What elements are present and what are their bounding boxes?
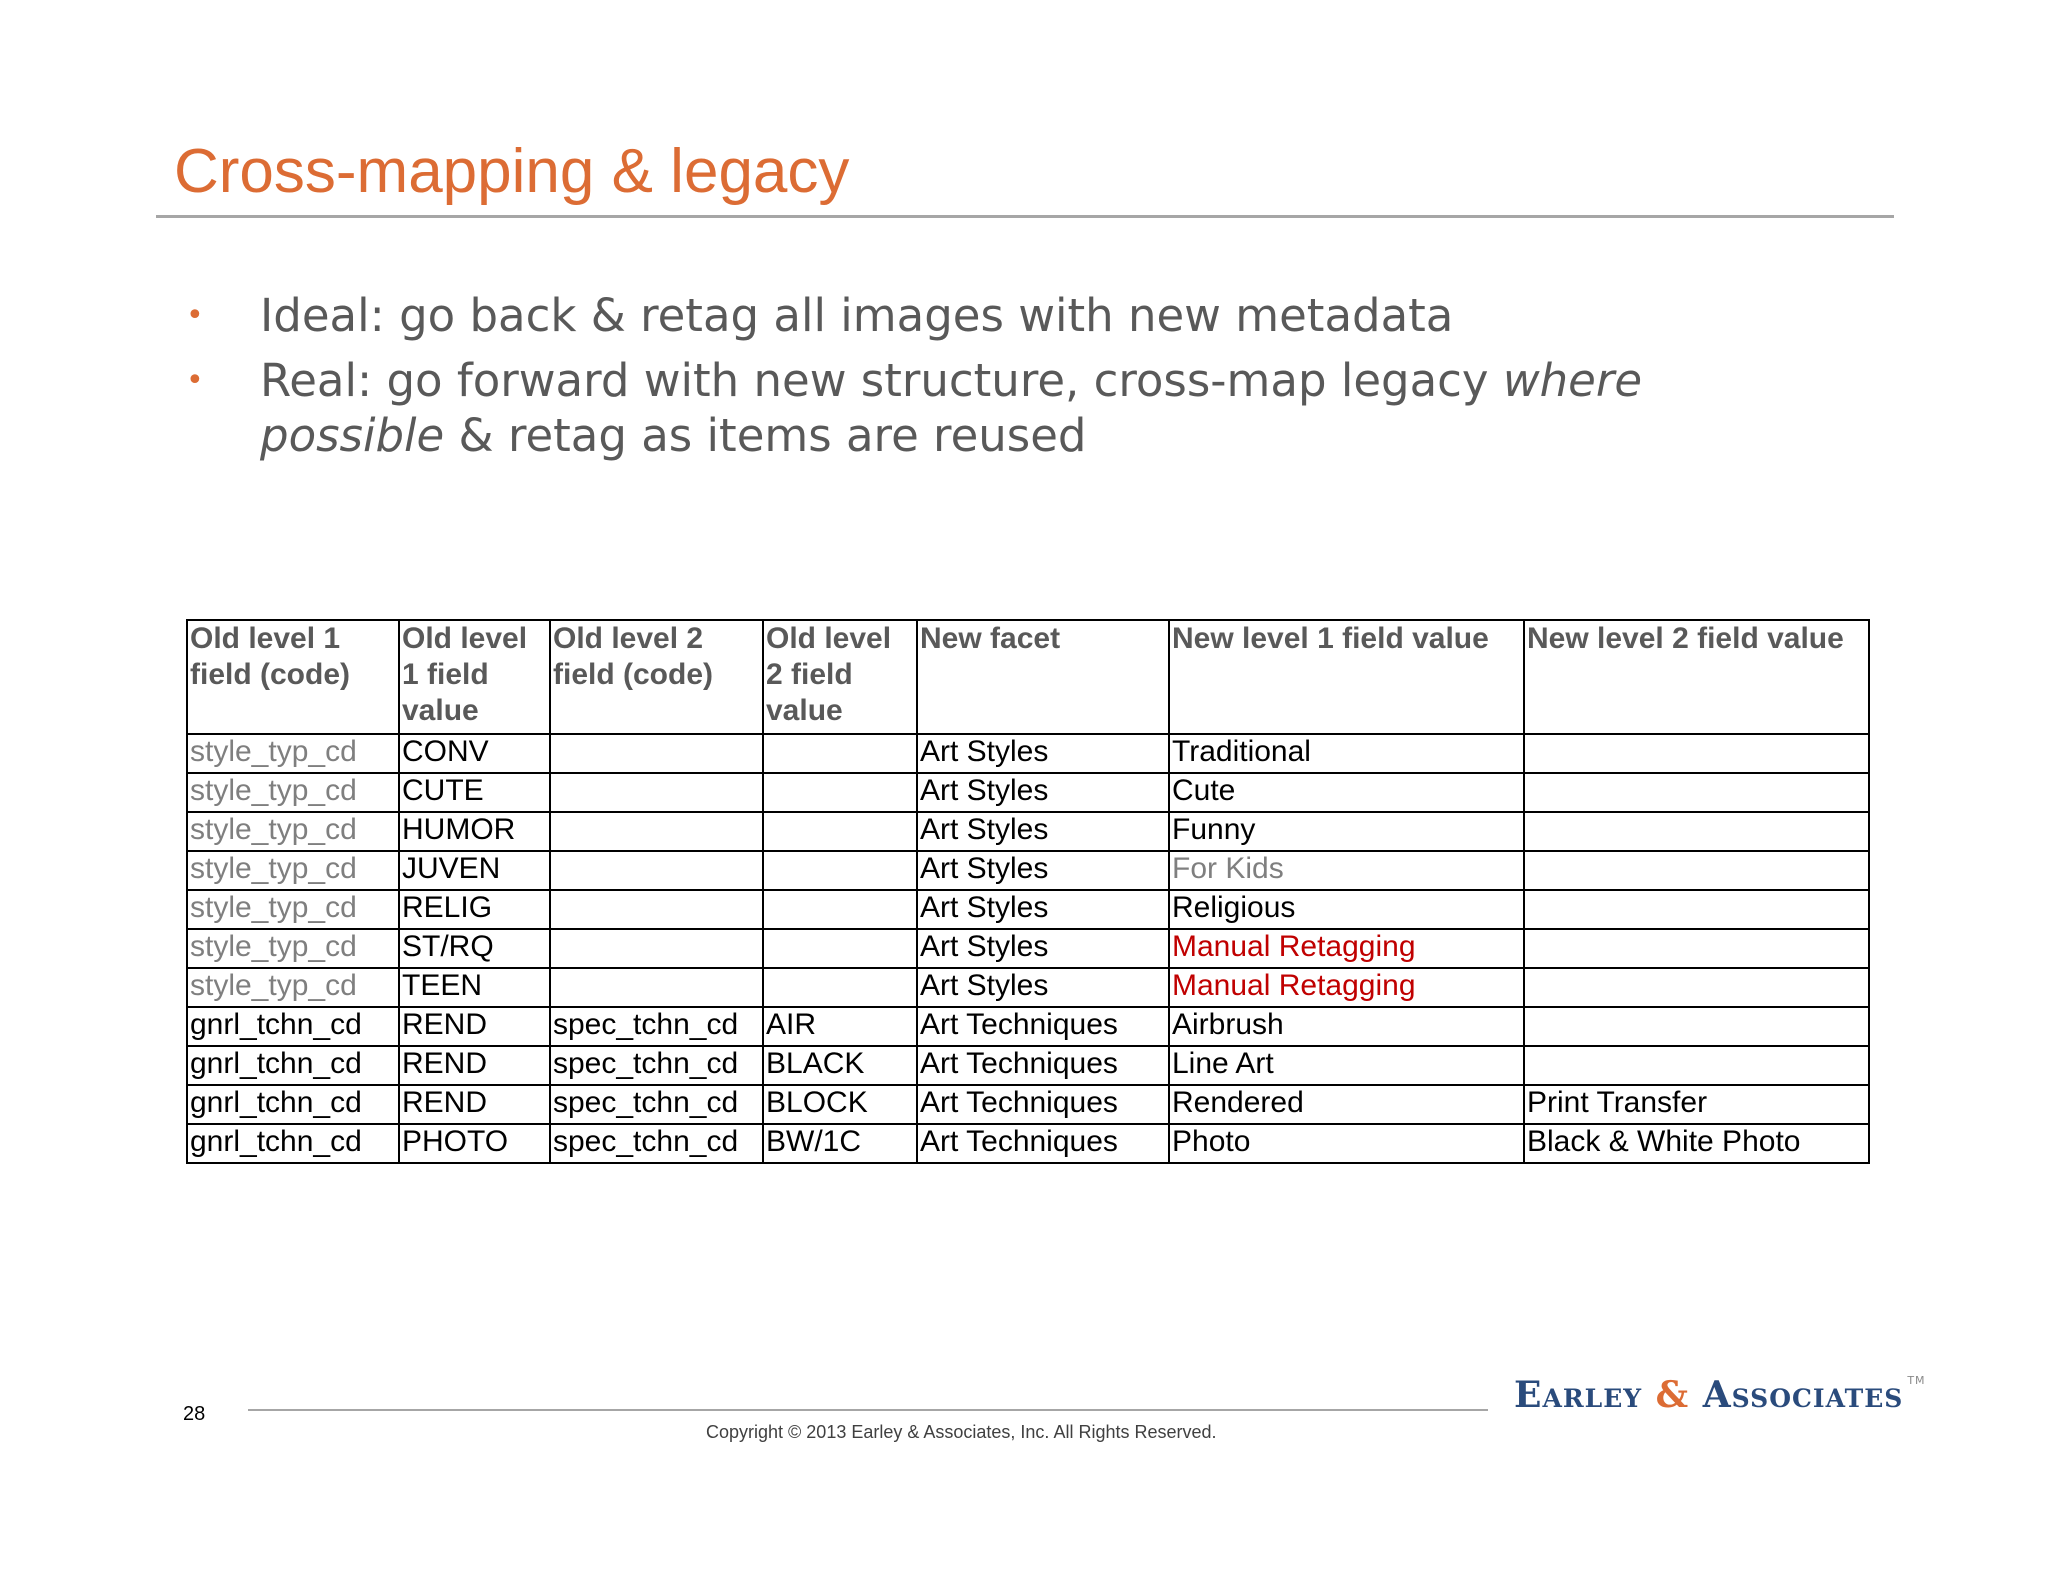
table-row: [187, 929, 1869, 968]
table-cell: Airbrush: [1169, 1007, 1524, 1046]
table-cell: gnrl_tchn_cd: [187, 1124, 399, 1163]
table-cell: gnrl_tchn_cd: [187, 1007, 399, 1046]
bullet-dot-icon: •: [186, 363, 204, 398]
table-header-row: [187, 620, 1869, 734]
table-cell: [550, 812, 763, 851]
table-cell: style_typ_cd: [187, 773, 399, 812]
table-cell: For Kids: [1169, 851, 1524, 890]
table-row: [187, 890, 1869, 929]
table-cell: Funny: [1169, 812, 1524, 851]
bullet-ideal-text: Ideal: go back & retag all images with new metadata: [260, 289, 1454, 342]
logo-word-earley: Earley: [1514, 1374, 1643, 1416]
table-row: [187, 1085, 1869, 1124]
table-cell: [1524, 890, 1869, 929]
table-cell: HUMOR: [399, 812, 550, 851]
table-cell: style_typ_cd: [187, 812, 399, 851]
table-cell: [763, 890, 917, 929]
table-cell: Art Styles: [917, 890, 1169, 929]
table-cell: Rendered: [1169, 1085, 1524, 1124]
table-cell: Art Techniques: [917, 1007, 1169, 1046]
header-old-level-2-value: Old level 2 field value: [763, 620, 917, 734]
table-row: [187, 1007, 1869, 1046]
table-cell: [1524, 1046, 1869, 1085]
table-cell: spec_tchn_cd: [550, 1124, 763, 1163]
page-number: 28: [183, 1403, 206, 1425]
table-cell: [763, 968, 917, 1007]
logo-ampersand: &: [1655, 1374, 1690, 1416]
header-old-level-2-code: Old level 2 field (code): [550, 620, 763, 734]
table-cell: gnrl_tchn_cd: [187, 1085, 399, 1124]
table-row: [187, 773, 1869, 812]
bullet-list: [186, 288, 1826, 473]
table-cell: Manual Retagging: [1169, 968, 1524, 1007]
table-cell: [763, 851, 917, 890]
table-cell: RELIG: [399, 890, 550, 929]
table-row: [187, 1046, 1869, 1085]
company-logo: [1514, 1374, 1926, 1416]
table-cell: Art Styles: [917, 851, 1169, 890]
table-cell: [763, 812, 917, 851]
table-cell: spec_tchn_cd: [550, 1085, 763, 1124]
table-cell: Art Styles: [917, 812, 1169, 851]
table-cell: [550, 890, 763, 929]
table-cell: style_typ_cd: [187, 929, 399, 968]
table-cell: [763, 734, 917, 773]
table-cell: Black & White Photo: [1524, 1124, 1869, 1163]
header-new-level-2-value: New level 2 field value: [1524, 620, 1869, 734]
slide-title: Cross-mapping & legacy: [174, 137, 850, 206]
table-cell: REND: [399, 1085, 550, 1124]
bullet-real-text-italic: where possible: [260, 354, 1643, 462]
header-old-level-1-value: Old level 1 field value: [399, 620, 550, 734]
bullet-ideal: [186, 288, 1826, 343]
table-cell: gnrl_tchn_cd: [187, 1046, 399, 1085]
table-cell: Line Art: [1169, 1046, 1524, 1085]
table-cell: Art Styles: [917, 773, 1169, 812]
table-cell: REND: [399, 1046, 550, 1085]
table-cell: Cute: [1169, 773, 1524, 812]
table-cell: [763, 773, 917, 812]
table-cell: Art Techniques: [917, 1085, 1169, 1124]
table-cell: [1524, 968, 1869, 1007]
table-cell: spec_tchn_cd: [550, 1007, 763, 1046]
logo-word-associates: Associates: [1702, 1374, 1904, 1416]
table-cell: spec_tchn_cd: [550, 1046, 763, 1085]
table-cell: BLACK: [763, 1046, 917, 1085]
table-cell: CONV: [399, 734, 550, 773]
table-row: [187, 1124, 1869, 1163]
footer-divider: [248, 1409, 1488, 1411]
header-new-level-1-value: New level 1 field value: [1169, 620, 1524, 734]
table-cell: [550, 929, 763, 968]
table-row: [187, 851, 1869, 890]
bullet-real-text-end: & retag as items are reused: [444, 409, 1087, 462]
header-old-level-1-code: Old level 1 field (code): [187, 620, 399, 734]
table-cell: Photo: [1169, 1124, 1524, 1163]
table-cell: style_typ_cd: [187, 851, 399, 890]
table-cell: Art Styles: [917, 968, 1169, 1007]
table-cell: [550, 851, 763, 890]
table-cell: Manual Retagging: [1169, 929, 1524, 968]
table-cell: [550, 773, 763, 812]
table-cell: [1524, 929, 1869, 968]
table-cell: [1524, 734, 1869, 773]
title-divider: [156, 215, 1894, 218]
bullet-real-text-start: Real: go forward with new structure, cross-map legacy: [260, 354, 1503, 407]
table-cell: TEEN: [399, 968, 550, 1007]
table-row: [187, 734, 1869, 773]
table-row: [187, 812, 1869, 851]
table-cell: [1524, 812, 1869, 851]
table-cell: [1524, 773, 1869, 812]
table-cell: Art Styles: [917, 734, 1169, 773]
table-cell: [763, 929, 917, 968]
table-cell: BLOCK: [763, 1085, 917, 1124]
table-cell: JUVEN: [399, 851, 550, 890]
table-cell: style_typ_cd: [187, 968, 399, 1007]
bullet-dot-icon: •: [186, 298, 204, 333]
table-cell: Religious: [1169, 890, 1524, 929]
table-cell: Art Styles: [917, 929, 1169, 968]
table-cell: BW/1C: [763, 1124, 917, 1163]
table-cell: style_typ_cd: [187, 890, 399, 929]
table-cell: Art Techniques: [917, 1046, 1169, 1085]
bullet-real: [186, 353, 1826, 463]
copyright-notice: Copyright © 2013 Earley & Associates, Inc. All Rights Reserved.: [706, 1422, 1217, 1442]
table-cell: Traditional: [1169, 734, 1524, 773]
table-cell: REND: [399, 1007, 550, 1046]
table-cell: style_typ_cd: [187, 734, 399, 773]
header-new-facet: New facet: [917, 620, 1169, 734]
table-cell: [1524, 1007, 1869, 1046]
table-cell: ST/RQ: [399, 929, 550, 968]
table-cell: [550, 734, 763, 773]
table-row: [187, 968, 1869, 1007]
table-cell: [550, 968, 763, 1007]
table-cell: CUTE: [399, 773, 550, 812]
table-cell: Art Techniques: [917, 1124, 1169, 1163]
cross-mapping-table: [186, 619, 1870, 1164]
table-cell: [1524, 851, 1869, 890]
table-cell: PHOTO: [399, 1124, 550, 1163]
table-cell: Print Transfer: [1524, 1085, 1869, 1124]
table-cell: AIR: [763, 1007, 917, 1046]
trademark-mark: TM: [1907, 1374, 1926, 1387]
